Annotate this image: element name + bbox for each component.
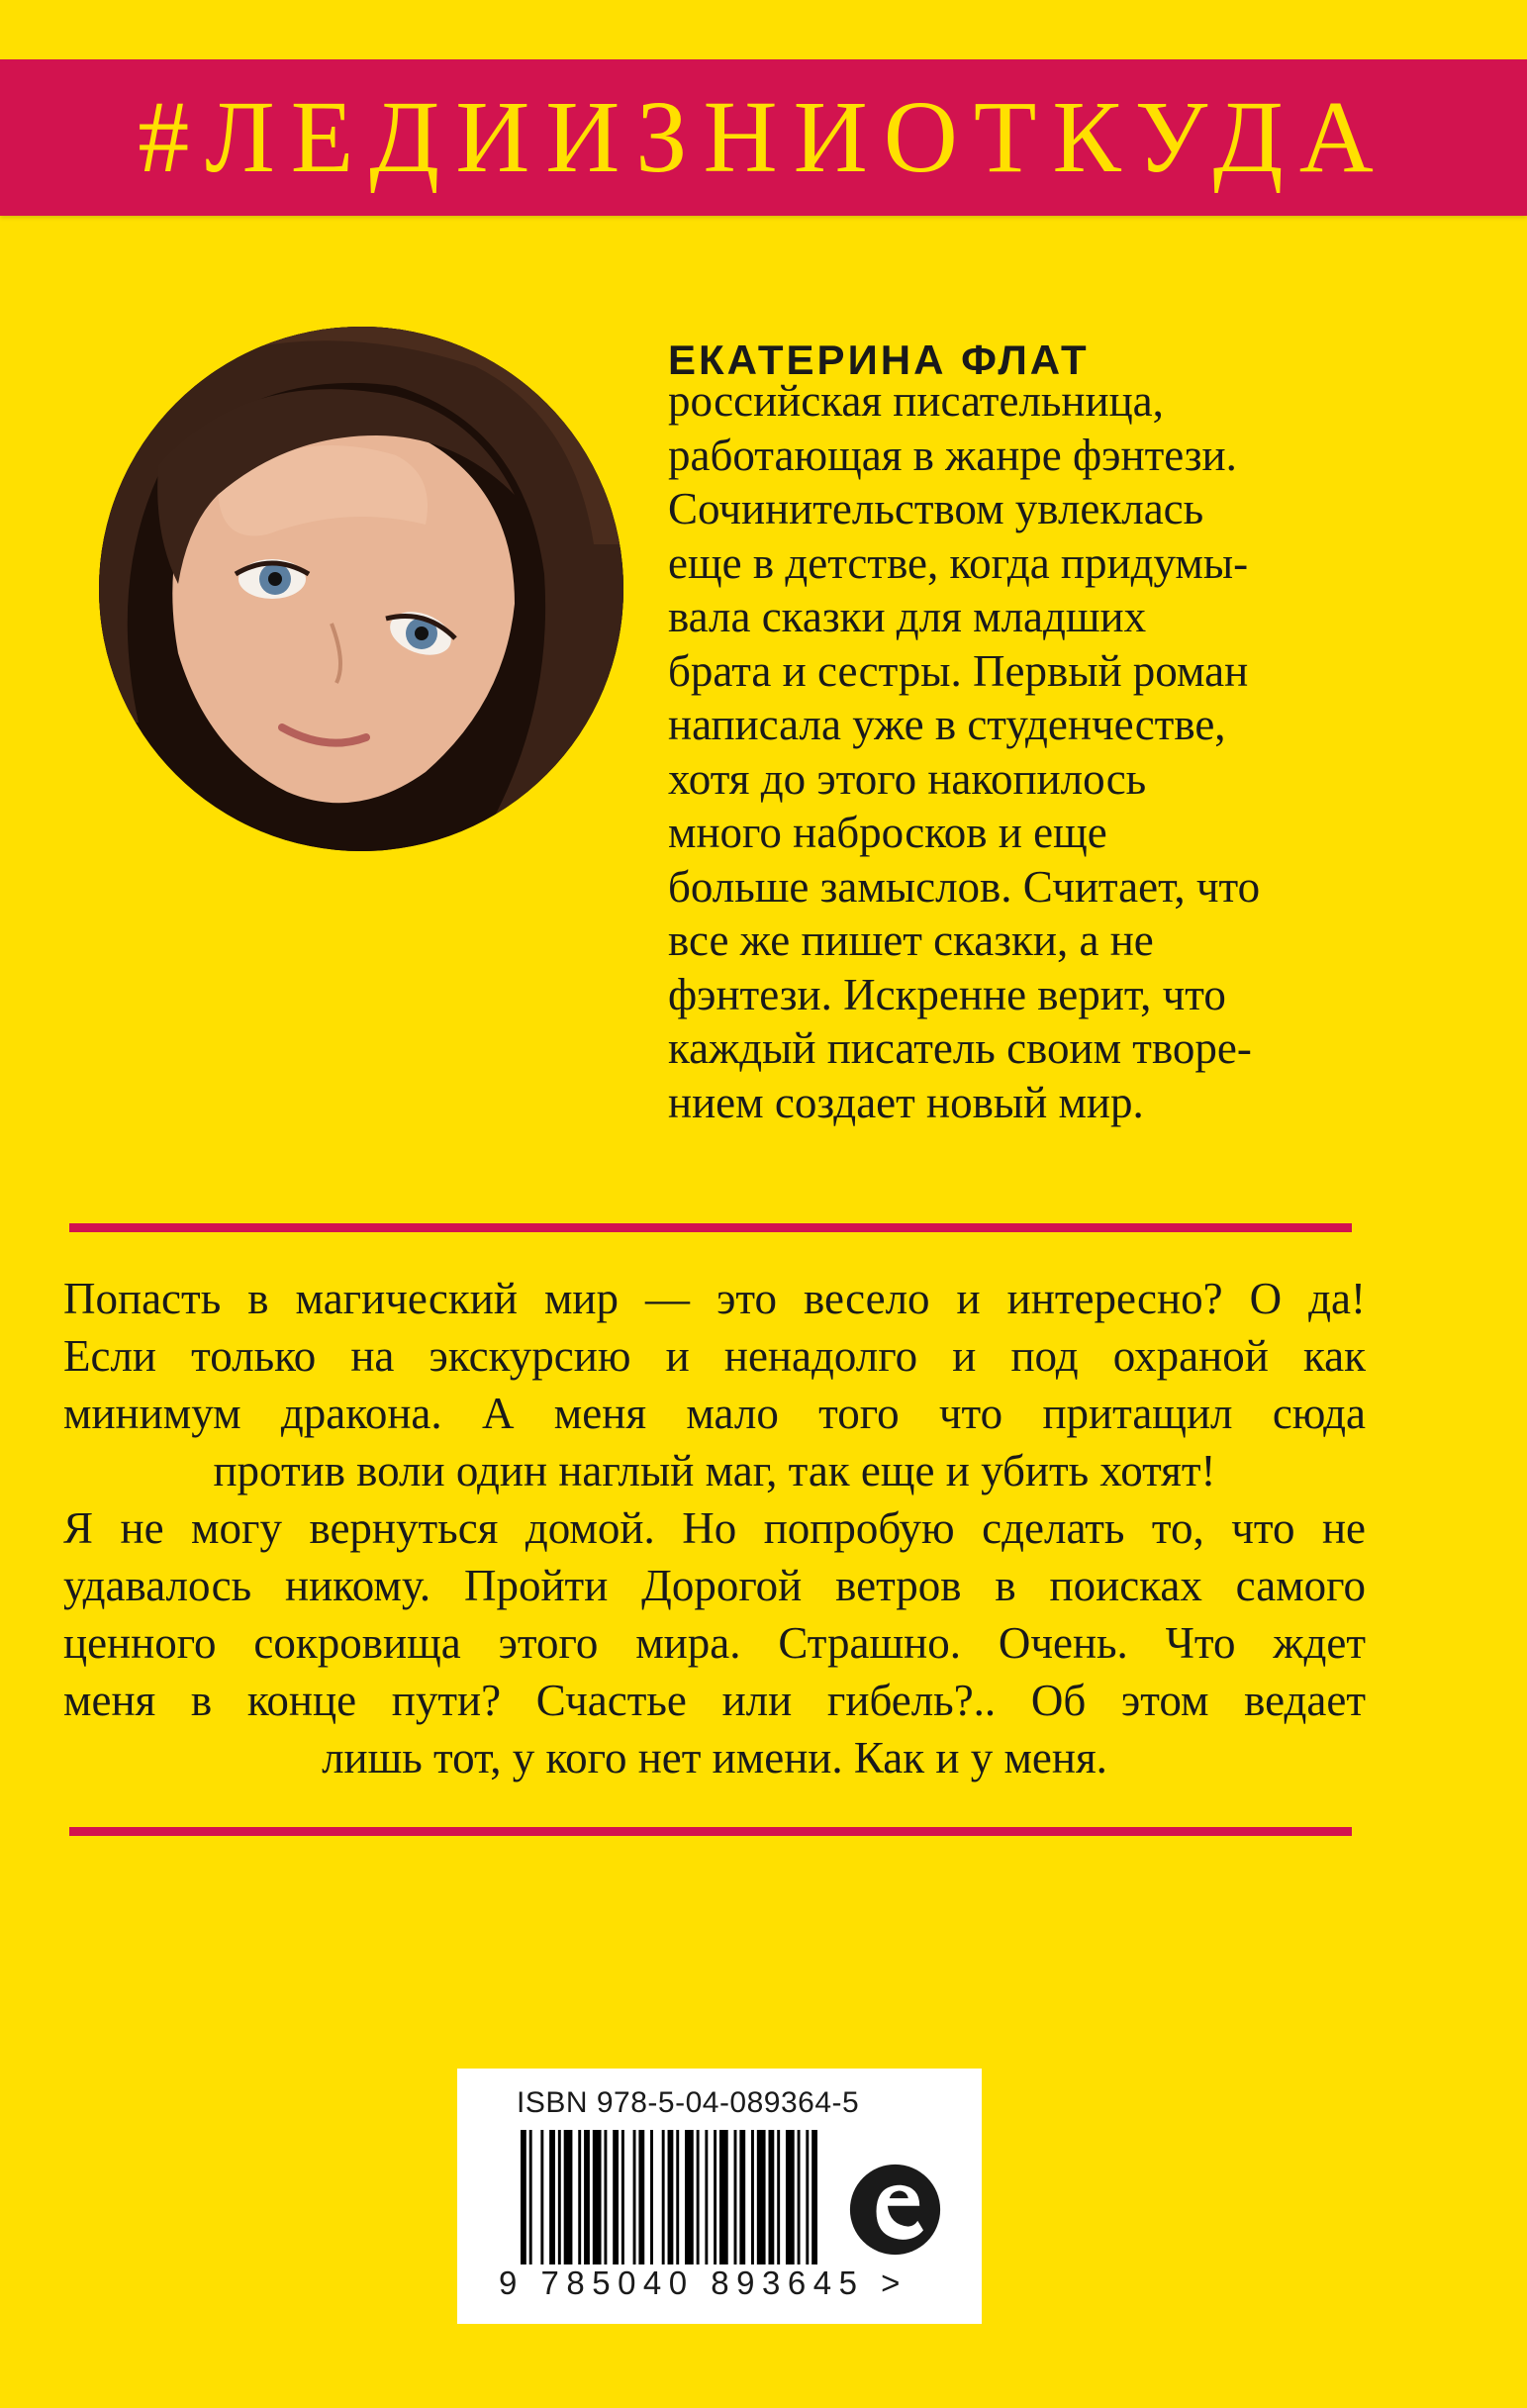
annotation-line: минимум дракона. А меня мало того что притащил сюда: [63, 1389, 1366, 1438]
author-bio: [668, 374, 1460, 1129]
hashtag-part-3: НИОТКУДА: [703, 80, 1389, 194]
isbn-block: [457, 2069, 982, 2324]
bio-line: российская писательница,: [668, 376, 1164, 426]
bio-line: фэнтези. Искренне верит, что: [668, 969, 1226, 1019]
bio-line: много набросков и еще: [668, 808, 1107, 857]
annotation-line: Я не могу вернуться домой. Но попробую сделать то, что не: [63, 1503, 1366, 1553]
hashtag-symbol: #: [138, 80, 206, 194]
hashtag-part-1: ЛЕДИ: [205, 80, 546, 194]
book-annotation: [63, 1270, 1366, 1786]
bio-line: брата и сестры. Первый роман: [668, 645, 1249, 696]
annotation-line: ценного сокровища этого мира. Страшно. Очень. Что ждет: [63, 1618, 1366, 1668]
author-portrait: [99, 327, 623, 851]
annotation-line: удавалось никому. Пройти Дорогой ветров в поисках самого: [63, 1561, 1366, 1610]
hashtag-part-2: ИЗ: [545, 80, 704, 194]
bio-line: еще в детстве, когда придумы-: [668, 537, 1249, 588]
bio-line: больше замыслов. Считает, что: [668, 861, 1261, 912]
annotation-line: Попасть в магический мир — это весело и интересно? О да!: [63, 1274, 1366, 1323]
annotation-line: меня в конце пути? Счастье или гибель?.. Об этом ведает: [63, 1676, 1366, 1725]
bio-line: все же пишет сказки, а не: [668, 915, 1154, 965]
bio-line: нием создает новый мир.: [668, 1077, 1144, 1127]
bio-line: хотя до этого накопилось: [668, 753, 1147, 804]
annotation-line: против воли один наглый маг, так еще и убить хотят!: [213, 1446, 1216, 1495]
bio-line: вала сказки для младших: [668, 592, 1147, 641]
bio-line: работающая в жанре фэнтези.: [668, 430, 1237, 480]
series-hashtag: [138, 80, 1389, 194]
isbn-label: ISBN 978-5-04-089364-5: [517, 2086, 860, 2119]
bio-line: каждый писатель своим творе-: [668, 1023, 1252, 1073]
bio-line: Сочинительством увлеклась: [668, 484, 1204, 533]
author-name: ЕКАТЕРИНА ФЛАТ: [668, 337, 1090, 383]
barcode-digits: 9 785040 893645 >: [499, 2264, 907, 2301]
annotation-line: лишь тот, у кого нет имени. Как и у меня.: [322, 1733, 1107, 1782]
series-banner: [0, 59, 1527, 216]
eksmo-logo-icon: [848, 2163, 942, 2257]
annotation-line: Если только на экскурсию и ненадолго и под охраной как: [63, 1331, 1366, 1381]
divider-top: [69, 1223, 1352, 1232]
divider-bottom: [69, 1827, 1352, 1836]
bio-line: написала уже в студенчестве,: [668, 700, 1226, 749]
